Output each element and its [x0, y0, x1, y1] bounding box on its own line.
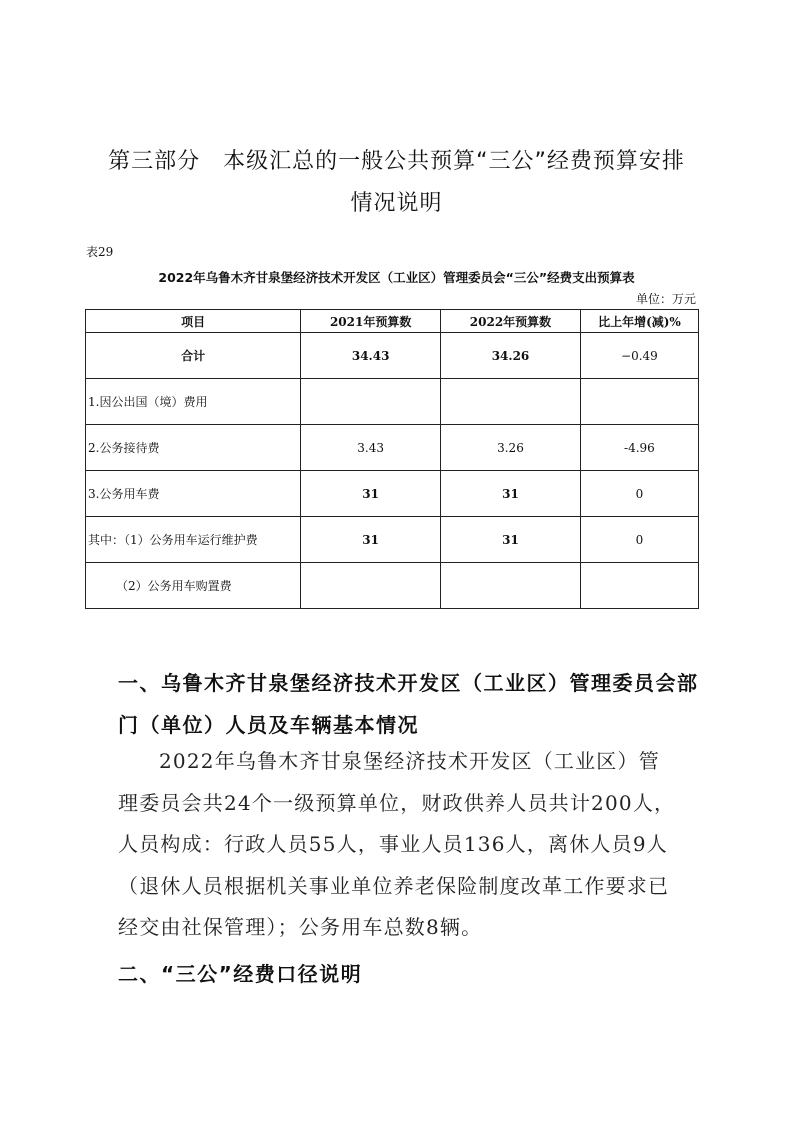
section-1-paragraph: 2022年乌鲁木齐甘泉堡经济技术开发区（工业区）管理委员会共24个一级预算单位，财政供养人员共计200人，人员构成：行政人员55人，事业人员136人，离休人员9人（退休人员根据机关事业单位养老保险制度改革工作要求已经交由社保管理）；公务用车总数8辆。 — [118, 749, 676, 939]
section-1-heading: 一、乌鲁木齐甘泉堡经济技术开发区（工业区）管理委员会部 — [118, 671, 699, 695]
row-item: （2）公务用车购置费 — [86, 563, 301, 609]
row-item: 合计 — [86, 333, 301, 379]
table-row — [86, 563, 699, 609]
table-row — [86, 379, 699, 425]
header-2022: 2022年预算数 — [441, 310, 581, 333]
row-2021 — [301, 379, 441, 425]
row-2021: 3.43 — [301, 425, 441, 471]
row-2022: 34.26 — [441, 333, 581, 379]
table-title: 2022年乌鲁木齐甘泉堡经济技术开发区（工业区）管理委员会“三公”经费支出预算表 — [158, 270, 635, 285]
page-title: 第三部分 本级汇总的一般公共预算“三公”经费预算安排 — [108, 149, 685, 174]
header-item: 项目 — [86, 310, 301, 333]
row-item: 3.公务用车费 — [86, 471, 301, 517]
row-2021 — [301, 563, 441, 609]
row-change — [580, 563, 698, 609]
row-change: -4.96 — [580, 425, 698, 471]
header-change: 比上年增(减)% — [580, 310, 698, 333]
section-1-heading-continued: 门（单位）人员及车辆基本情况 — [118, 713, 419, 737]
row-2022: 31 — [441, 517, 581, 563]
row-2021: 31 — [301, 517, 441, 563]
row-item: 1.因公出国（境）费用 — [86, 379, 301, 425]
table-row — [86, 333, 699, 379]
row-2021: 31 — [301, 471, 441, 517]
row-change — [580, 379, 698, 425]
row-2021: 34.43 — [301, 333, 441, 379]
row-change: −0.49 — [580, 333, 698, 379]
table-number: 表29 — [86, 245, 114, 259]
row-item: 2.公务接待费 — [86, 425, 301, 471]
row-2022 — [441, 379, 581, 425]
table-row — [86, 425, 699, 471]
page-title-continued: 情况说明 — [350, 191, 443, 216]
table-header-row — [86, 310, 699, 333]
row-change: 0 — [580, 471, 698, 517]
table-row — [86, 471, 699, 517]
budget-table — [85, 309, 699, 609]
row-2022 — [441, 563, 581, 609]
row-change: 0 — [580, 517, 698, 563]
table-unit: 单位：万元 — [635, 292, 696, 306]
table-row — [86, 517, 699, 563]
row-2022: 3.26 — [441, 425, 581, 471]
header-2021: 2021年预算数 — [301, 310, 441, 333]
section-2-heading: 二、“三公”经费口径说明 — [118, 962, 363, 986]
row-2022: 31 — [441, 471, 581, 517]
row-item: 其中：（1）公务用车运行维护费 — [86, 517, 301, 563]
